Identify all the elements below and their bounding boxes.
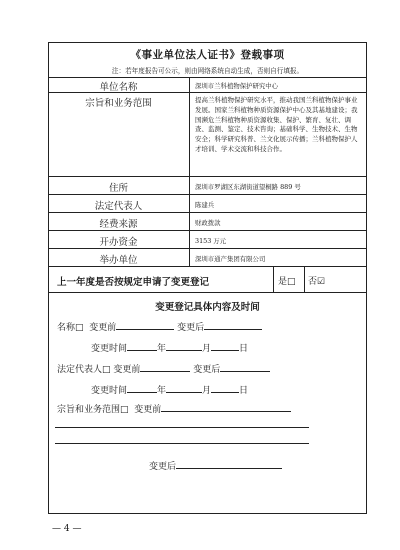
- field-row-name: [49, 77, 366, 93]
- day-field[interactable]: [211, 340, 239, 351]
- column-divider: [189, 177, 190, 194]
- scope-change-line: [57, 401, 291, 415]
- time-label: 变更时间: [91, 344, 128, 354]
- field-label: 宗旨和业务范围: [85, 98, 152, 109]
- field-label: 经费来源: [99, 219, 138, 230]
- day-label: 日: [239, 344, 249, 354]
- column-divider: [189, 213, 190, 230]
- column-divider: [189, 195, 190, 212]
- field-label: 住所: [108, 183, 128, 194]
- field-value: 提高兰科植物保护研究水平，推动我国兰科植物保护事业发展。国家兰科植物种质资源保护中心及其基地建设；我国濒危兰科植物种质资源收集、保护、繁育、复壮、调查、监测、鉴定、技术咨询；基础科学、生物技术、生物安全；科学研究科普、兰文化展示传播；兰科植物保护人才培训、学术交流和科技合作。: [195, 96, 358, 153]
- after-label: 变更后: [193, 365, 221, 375]
- changes-title: 变更登记具体内容及时间: [155, 302, 260, 313]
- year-label: 年: [157, 344, 167, 354]
- column-divider: [189, 77, 190, 92]
- form-title: 《事业单位法人证书》登载事项: [130, 49, 285, 61]
- month-field[interactable]: [166, 340, 202, 351]
- legal-rep-change-line: [57, 361, 270, 375]
- scope-after-line: [149, 458, 282, 472]
- month-field[interactable]: [166, 382, 202, 393]
- after-field[interactable]: [204, 319, 262, 330]
- column-divider: [189, 231, 190, 248]
- scope-checkbox[interactable]: 宗旨和业务范围□: [57, 405, 129, 415]
- field-row-legal-rep: [49, 195, 366, 213]
- month-label: 月: [202, 344, 212, 354]
- field-row-funding: [49, 213, 366, 231]
- field-value: 深圳市通产集团有限公司: [195, 255, 266, 263]
- field-value: 深圳市罗湖区东湖街道望桐路 889 号: [195, 183, 301, 191]
- yes-checkbox[interactable]: 是□: [278, 277, 296, 287]
- after-field[interactable]: [220, 361, 270, 372]
- before-label: 变更前: [89, 323, 117, 333]
- day-field[interactable]: [211, 382, 239, 393]
- before-field[interactable]: [116, 319, 174, 330]
- field-label: 举办单位: [99, 255, 138, 266]
- legal-rep-checkbox[interactable]: 法定代表人□: [57, 365, 111, 375]
- field-row-sponsor: [49, 249, 366, 267]
- after-label: 变更后: [177, 323, 205, 333]
- after-label: 变更后: [149, 462, 177, 472]
- field-row-scope: [49, 93, 366, 177]
- field-value: 财政拨款: [195, 219, 221, 227]
- field-row-address: [49, 177, 366, 195]
- name-change-line: [57, 319, 262, 333]
- form-note: 注：若年度报告可公示，则由网络系统自动生成，否则自行填报。: [111, 67, 304, 75]
- page-number: — 4 —: [52, 524, 82, 534]
- scope-before-line[interactable]: [55, 443, 309, 444]
- column-divider: [189, 249, 190, 266]
- field-value: 深圳市兰科植物保护研究中心: [195, 82, 279, 90]
- name-checkbox[interactable]: 名称□: [57, 323, 84, 333]
- field-value: 陈建兵: [195, 201, 215, 209]
- column-divider: [189, 93, 190, 176]
- column-divider: [273, 267, 274, 292]
- time-label: 变更时间: [91, 386, 128, 396]
- before-field[interactable]: [140, 361, 190, 372]
- column-divider: [304, 267, 305, 292]
- registration-form: [48, 42, 367, 514]
- year-label: 年: [157, 386, 167, 396]
- before-label: 变更前: [134, 405, 162, 415]
- before-field[interactable]: [161, 401, 291, 412]
- change-question-row: [49, 267, 366, 293]
- after-field[interactable]: [176, 458, 282, 469]
- year-field[interactable]: [127, 382, 157, 393]
- change-question: 上一年度是否按规定申请了变更登记: [57, 277, 210, 288]
- field-label: 法定代表人: [94, 201, 143, 212]
- field-row-capital: [49, 231, 366, 249]
- month-label: 月: [202, 386, 212, 396]
- field-label: 开办资金: [99, 237, 138, 248]
- no-checkbox[interactable]: 否☑: [308, 277, 326, 287]
- legal-rep-change-time-line: [91, 382, 248, 396]
- name-change-time-line: [91, 340, 248, 354]
- field-label: 单位名称: [99, 82, 138, 93]
- scope-before-line[interactable]: [55, 427, 309, 428]
- day-label: 日: [239, 386, 249, 396]
- before-label: 变更前: [113, 365, 141, 375]
- year-field[interactable]: [127, 340, 157, 351]
- field-value: 3153 万元: [195, 237, 227, 245]
